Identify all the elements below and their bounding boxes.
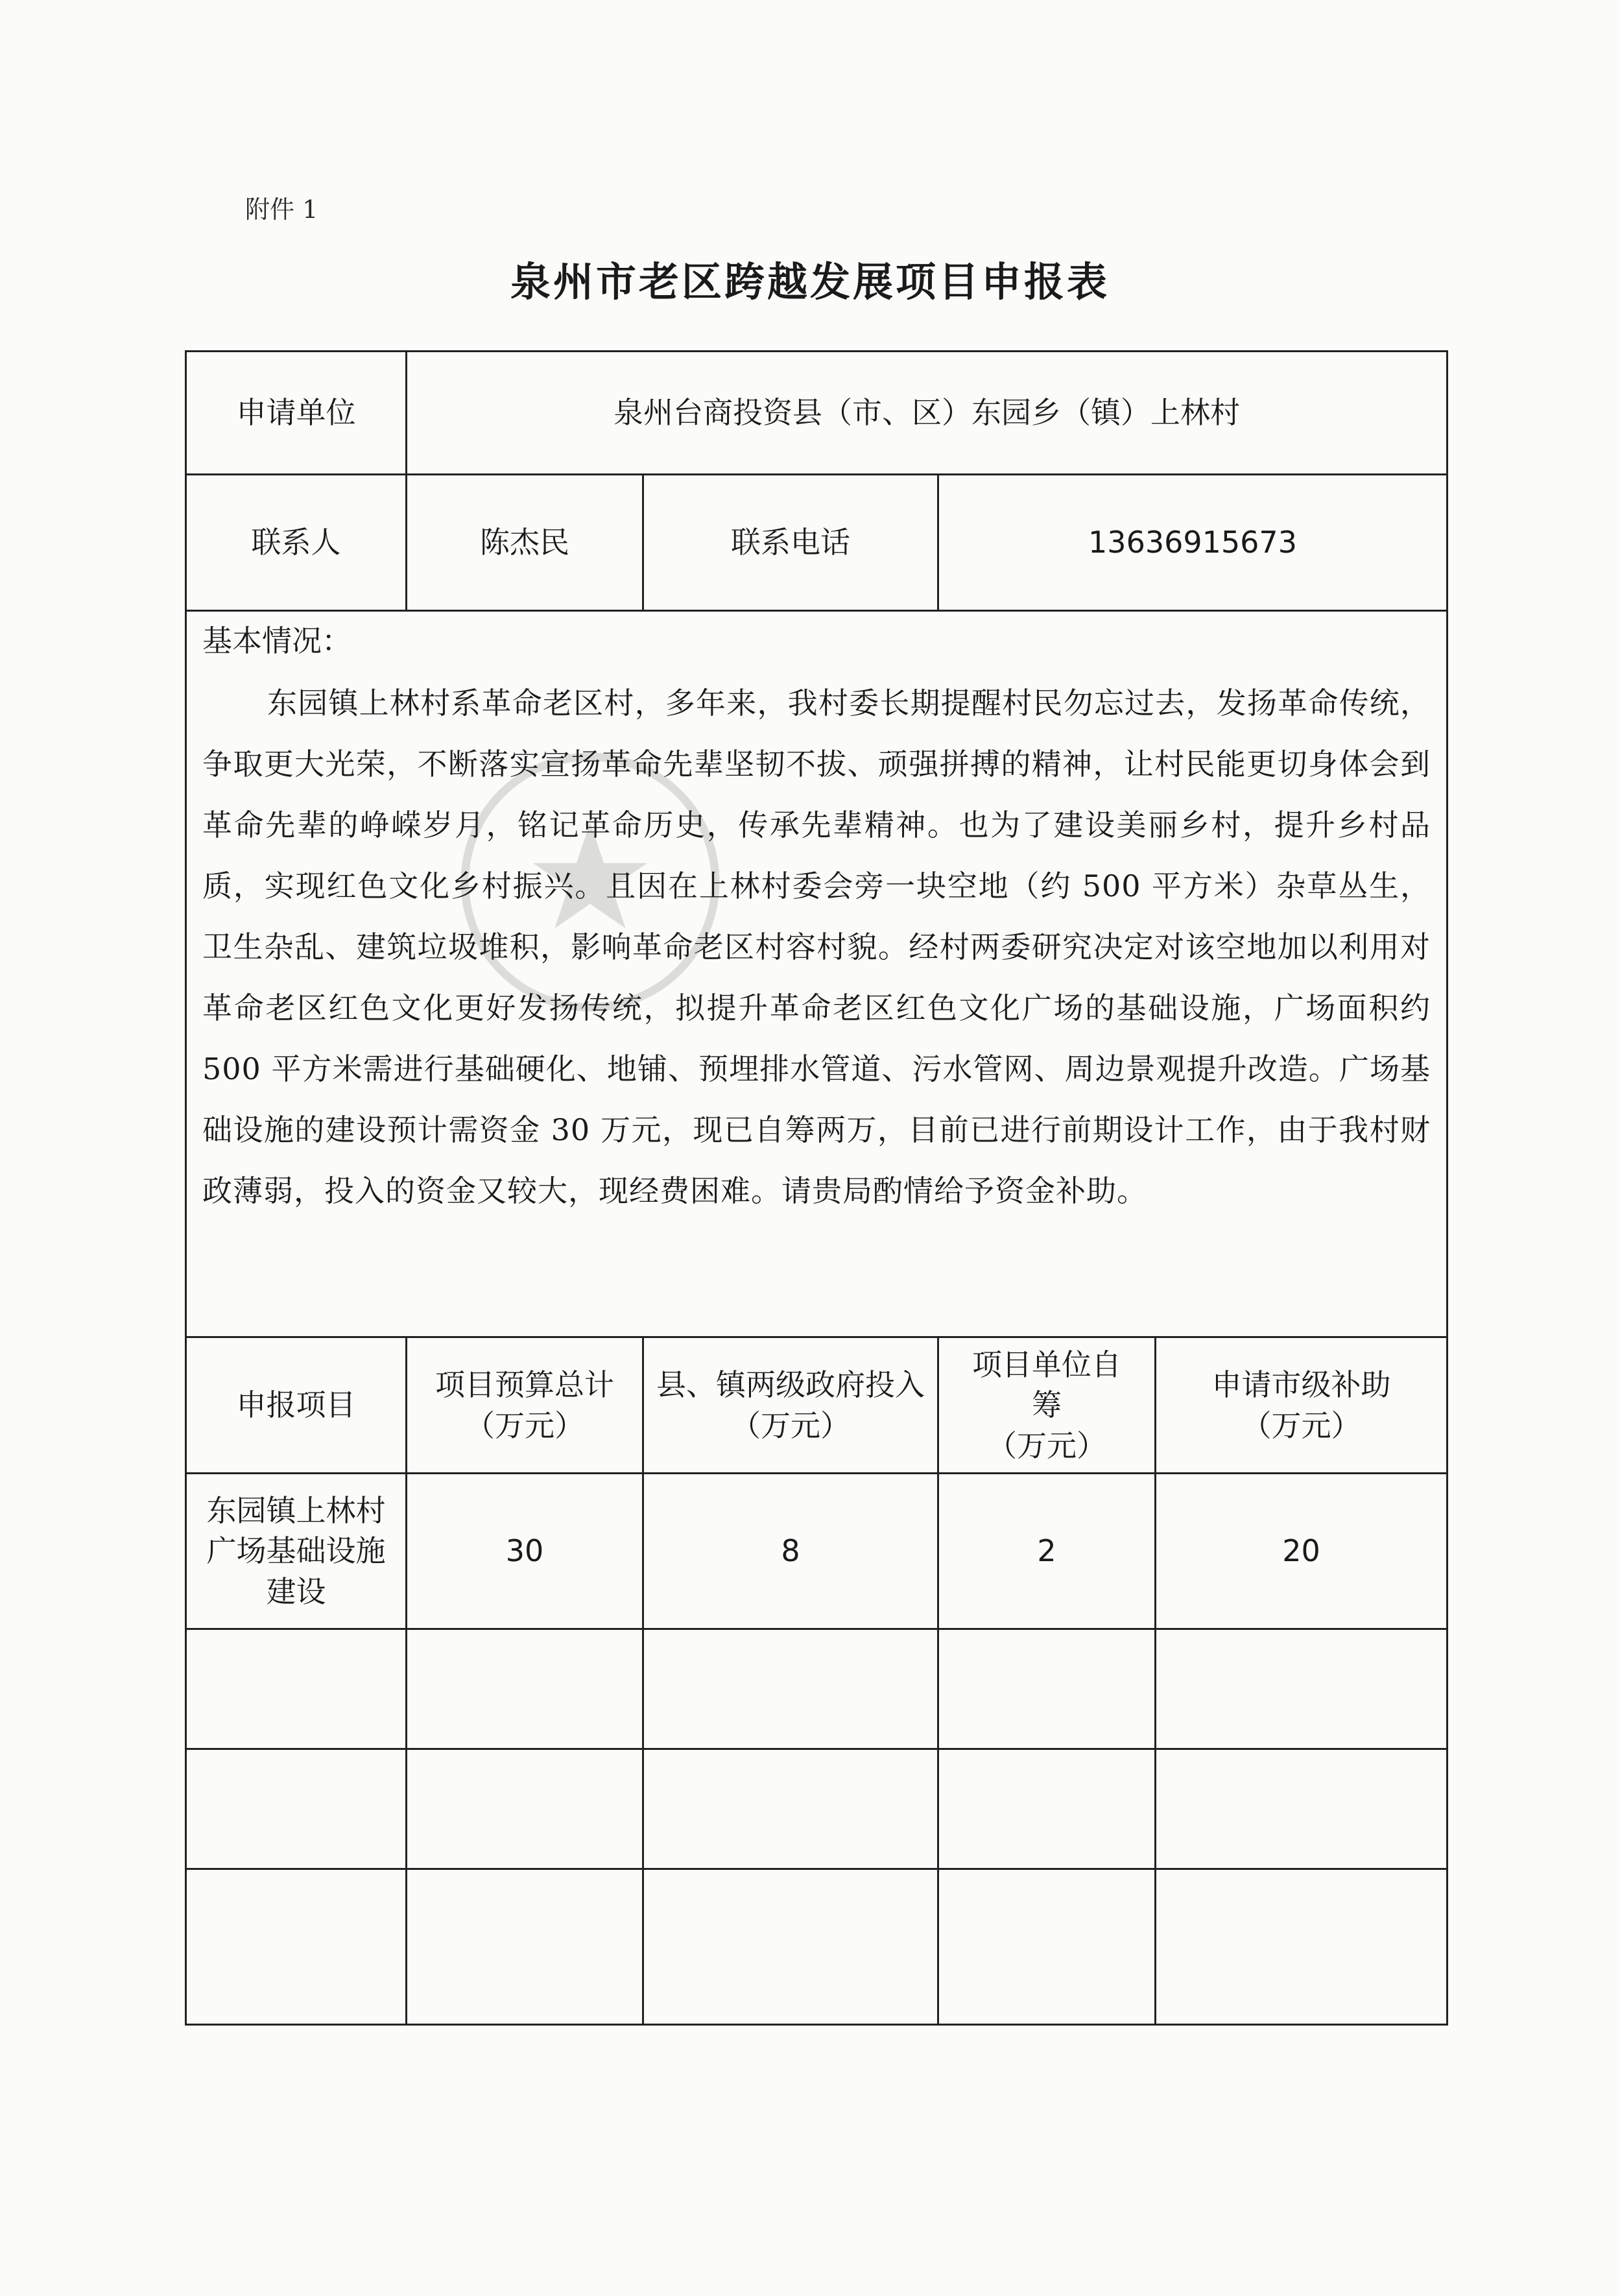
project-budget: 30 bbox=[407, 1474, 643, 1629]
applicant-value: 泉州台商投资县（市、区）东园乡（镇）上林村 bbox=[407, 352, 1447, 475]
header-gov-line1: 县、镇两级政府投入 bbox=[656, 1367, 925, 1403]
header-budget-line1: 项目预算总计 bbox=[435, 1367, 614, 1403]
applicant-label: 申请单位 bbox=[186, 352, 407, 475]
empty-cell bbox=[407, 1749, 643, 1869]
project-name-line1: 东园镇上林村 bbox=[206, 1493, 386, 1529]
empty-row bbox=[186, 1749, 1447, 1869]
header-self-line1: 项目单位自 bbox=[972, 1347, 1121, 1383]
empty-cell bbox=[186, 1749, 407, 1869]
empty-cell bbox=[186, 1629, 407, 1749]
basic-info-label: 基本情况： bbox=[202, 623, 351, 658]
contact-row bbox=[186, 475, 1447, 611]
empty-row bbox=[186, 1629, 1447, 1749]
header-budget-line2: （万元） bbox=[465, 1407, 584, 1443]
project-gov-investment: 8 bbox=[643, 1474, 938, 1629]
header-gov bbox=[643, 1337, 938, 1474]
basic-info-text: 东园镇上林村系革命老区村，多年来，我村委长期提醒村民勿忘过去，发扬革命传统，争取更大光荣，不断落实宣扬革命先辈坚韧不拔、顽强拼搏的精神，让村民能更切身体会到革命先辈的峥嵘岁月，铭记革命历史，传承先辈精神。也为了建设美丽乡村，提升乡村品质，实现红色文化乡村振兴。且因在上林村委会旁一块空地（约 500 平方米）杂草丛生，卫生杂乱、建筑垃圾堆积，影响革命老区村容村貌。经村两委研究决定对该空地加以利用对革命老区红色文化更好发扬传统，拟提升革命老区红色文化广场的基础设施，广场面积约 500 平方米需进行基础硬化、地铺、预埋排水管道、污水管网、周边景观提升改造。广场基础设施的建设预计需资金 30 万元，现已自筹两万，目前已进行前期设计工作，由于我村财政薄弱，投入的资金又较大，现经费困难。请贵局酌情给予资金补助。 bbox=[202, 686, 1431, 1209]
project-self-funding: 2 bbox=[938, 1474, 1156, 1629]
attachment-label: 附件 1 bbox=[245, 195, 318, 224]
empty-cell bbox=[1156, 1869, 1447, 2025]
project-name-line2: 广场基础设施 bbox=[206, 1533, 386, 1569]
basic-info-cell bbox=[186, 611, 1447, 1337]
contact-phone-label: 联系电话 bbox=[643, 475, 938, 611]
empty-cell bbox=[1156, 1749, 1447, 1869]
project-name bbox=[186, 1474, 407, 1629]
header-subsidy-line1: 申请市级补助 bbox=[1211, 1367, 1391, 1403]
application-form-table bbox=[185, 350, 1448, 2026]
empty-row bbox=[186, 1869, 1447, 2025]
empty-cell bbox=[1156, 1629, 1447, 1749]
header-self-line2: 筹 bbox=[1032, 1387, 1062, 1423]
project-name-line3: 建设 bbox=[266, 1573, 326, 1609]
empty-cell bbox=[938, 1749, 1156, 1869]
contact-phone-value: 13636915673 bbox=[938, 475, 1447, 611]
empty-cell bbox=[643, 1869, 938, 2025]
empty-cell bbox=[643, 1749, 938, 1869]
applicant-row bbox=[186, 352, 1447, 475]
projects-header-row bbox=[186, 1337, 1447, 1474]
empty-cell bbox=[938, 1629, 1156, 1749]
empty-cell bbox=[407, 1629, 643, 1749]
contact-person-value: 陈杰民 bbox=[407, 475, 643, 611]
form-title: 泉州市老区跨越发展项目申报表 bbox=[510, 258, 1110, 305]
header-subsidy bbox=[1156, 1337, 1447, 1474]
header-gov-line2: （万元） bbox=[731, 1407, 850, 1443]
project-row bbox=[186, 1474, 1447, 1629]
header-subsidy-line2: （万元） bbox=[1241, 1407, 1361, 1443]
project-city-subsidy: 20 bbox=[1156, 1474, 1447, 1629]
empty-cell bbox=[186, 1869, 407, 2025]
empty-cell bbox=[938, 1869, 1156, 2025]
header-budget bbox=[407, 1337, 643, 1474]
contact-person-label: 联系人 bbox=[186, 475, 407, 611]
header-self-line3: （万元） bbox=[987, 1428, 1106, 1463]
basic-info-row bbox=[186, 611, 1447, 1337]
empty-cell bbox=[407, 1869, 643, 2025]
header-project: 申报项目 bbox=[186, 1337, 407, 1474]
empty-cell bbox=[643, 1629, 938, 1749]
header-self bbox=[938, 1337, 1156, 1474]
